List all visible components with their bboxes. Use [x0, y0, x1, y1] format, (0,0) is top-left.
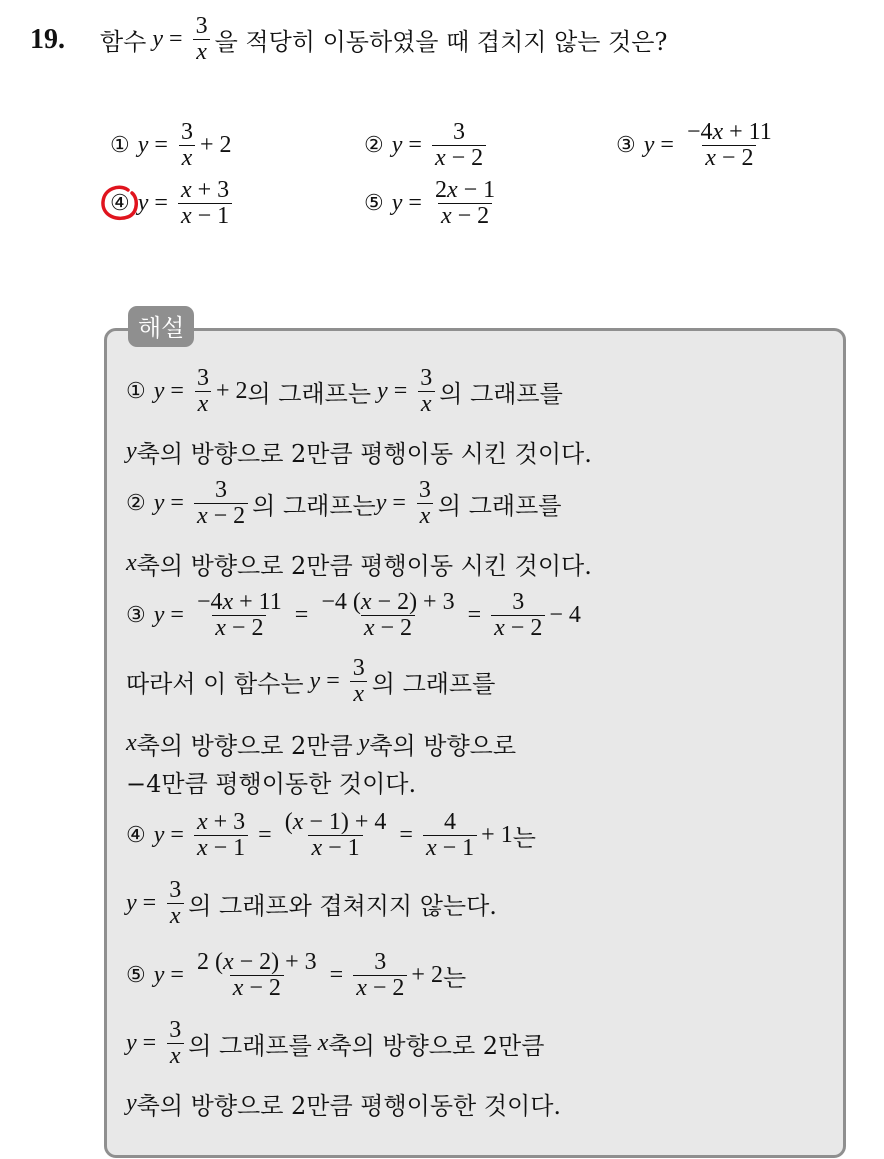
choice-5[interactable]: ⑤ y = $\frac{2x - 1}{x - 2}$	[364, 177, 496, 230]
solution-line-6: 따라서 이 함수는 y = $\frac{3}{x}$ 의 그래프를	[126, 655, 496, 708]
solution-line-11: ⑤ y = $\frac{2 (x - 2) + 3}{x - 2}$ = $\frac{3}{x - 2}$ + 2 는	[126, 949, 467, 1002]
solution-line-13: y 축의 방향으로 2만큼 평행이동한 것이다.	[126, 1090, 562, 1120]
choice-3[interactable]: ③ y = $\frac{-4x + 11}{x - 2}$	[616, 119, 772, 172]
choice-1[interactable]: ① y = $\frac{3}{x}$ + 2	[110, 119, 232, 172]
solution-line-9: ④ y = $\frac{x + 3}{x - 1}$ = $\frac{(x - 1) + 4}{x - 1}$ = $\frac{4}{x - 1}$ + 1 는	[126, 809, 536, 862]
solution-line-10: y = $\frac{3}{x}$ 의 그래프와 겹쳐지지 않는다.	[126, 877, 497, 930]
solution-line-12: y = $\frac{3}{x}$ 의 그래프를 x 축의 방향으로 2만큼	[126, 1017, 545, 1070]
fraction: $\frac{3}{x}$	[193, 14, 211, 65]
solution-line-7: x 축의 방향으로 2만큼 y 축의 방향으로	[126, 730, 517, 760]
solution-line-8: −4만큼 평행이동한 것이다.	[126, 770, 417, 798]
choice-2[interactable]: ② y = $\frac{3}{x - 2}$	[364, 120, 490, 171]
solution-line-3: ② y = $\frac{3}{x - 2}$ 의 그래프는 y = $\frac{3}{x}$ 의 그래프를	[126, 477, 562, 530]
choice-4[interactable]: ④ y = $\frac{x + 3}{x - 1}$	[110, 178, 236, 229]
solution-line-2: y 축의 방향으로 2만큼 평행이동 시킨 것이다.	[126, 438, 592, 468]
question-text: 함수 y = $\frac{3}{x}$ 을 적당히 이동하였을 때 겹치지 않는 것은?	[100, 13, 668, 66]
solution-line-5: ③ y = $\frac{-4x + 11}{x - 2}$ = $\frac{-4 (x - 2) + 3}{x - 2}$ = $\frac{3}{x - 2}$ − 4	[126, 589, 581, 642]
solution-tag: 해설	[128, 306, 194, 347]
solution-line-1: ① y = $\frac{3}{x}$ + 2 의 그래프는 y = $\frac{3}{x}$ 의 그래프를	[126, 365, 563, 418]
answer-mark-icon	[98, 184, 140, 224]
question-number: 19.	[30, 24, 65, 55]
solution-line-4: x 축의 방향으로 2만큼 평행이동 시킨 것이다.	[126, 550, 592, 580]
